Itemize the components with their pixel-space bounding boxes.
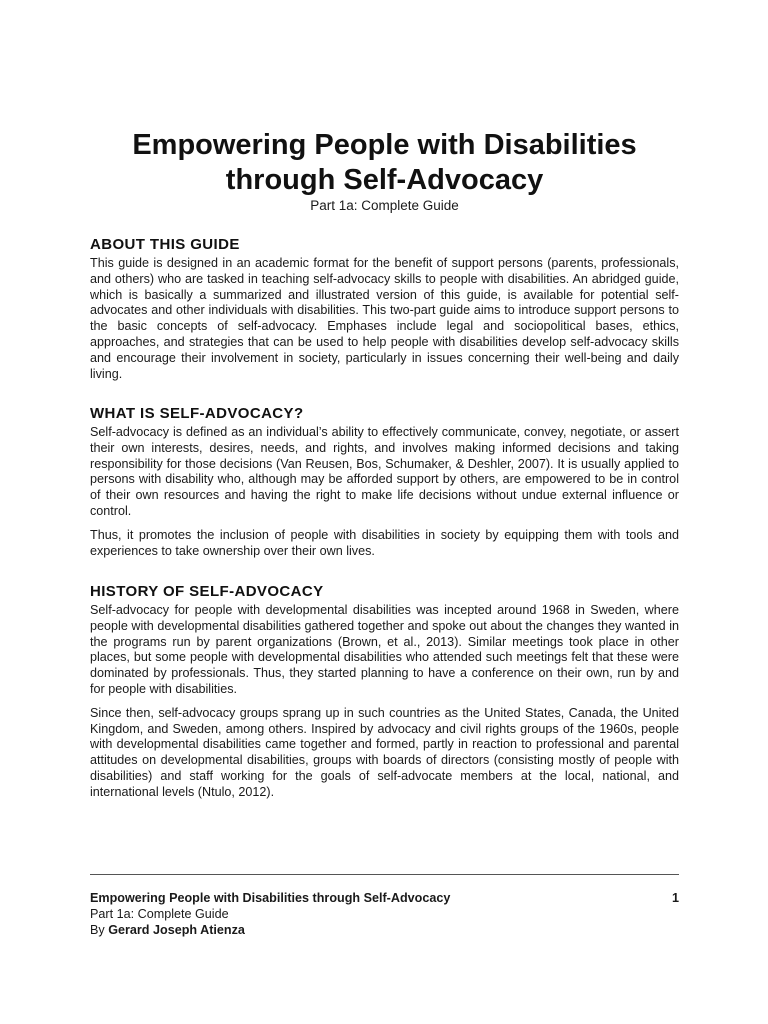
title-line-2: through Self-Advocacy xyxy=(225,164,544,196)
section-heading: HISTORY OF SELF-ADVOCACY xyxy=(90,583,324,600)
section-paragraph: Thus, it promotes the inclusion of people with disabilities in society by equipping them with tools and experiences to take ownership over their own lives. xyxy=(90,527,679,558)
section-paragraph: Self-advocacy is defined as an individual’s ability to effectively communicate, convey, negotiate, or assert their own interests, desires, needs, and rights, and involves making informed decisions and taking responsibility for those decisions (Van Reusen, Bos, Schumaker, & Deshler, 2007). It is usually applied to persons with disability who, although may be afforded support by others, are empowered to be in control of their own resources and having the right to make life decisions without undue external influence or control. xyxy=(90,425,679,518)
section-paragraph: Since then, self-advocacy groups sprang up in such countries as the United States, Canada, the United Kingdom, and Sweden, among others. Inspired by advocacy and civil rights groups of the 1960s, people with developmental disabilities came together and formed, partly in reaction to professional and parental attitudes on developmental disabilities, groups with boards of directors (consisting mostly of people with disabilities) and staff working for the goals of self-advocate members at the local, national, and international levels (Ntulo, 2012). xyxy=(90,705,679,799)
section-heading: WHAT IS SELF-ADVOCACY? xyxy=(90,405,304,422)
section-about-this-guide xyxy=(90,235,679,390)
footer-subtitle: Part 1a: Complete Guide xyxy=(90,907,229,921)
footer-author: Gerard Joseph Atienza xyxy=(108,923,245,937)
section-paragraph: This guide is designed in an academic format for the benefit of support persons (parents, professionals, and others) who are tasked in teaching self-advocacy skills to people with disabilities. An abridged guide, which is basically a summarized and illustrated version of this guide, is available for potential self-advocates and other individuals with disabilities. This two-part guide aims to introduce support persons to the basic concepts of self-advocacy. Emphases include legal and sociopolitical bases, ethics, approaches, and strategies that can be used to help people with disabilities develop self-advocacy skills and encourage their involvement in society, particularly in issues concerning their well-being and daily living. xyxy=(90,256,679,381)
page-number: 1 xyxy=(671,891,679,905)
footer-by-label: By xyxy=(90,923,105,937)
footer-author-line xyxy=(90,922,679,938)
title-line-1: Empowering People with Disabilities xyxy=(132,129,637,161)
section-history-of-self-advocacy xyxy=(90,582,679,809)
footer-title: Empowering People with Disabilities through Self-Advocacy xyxy=(90,891,451,905)
document-subtitle: Part 1a: Complete Guide xyxy=(310,198,459,213)
section-paragraph: Self-advocacy for people with developmental disabilities was incepted around 1968 in Sweden, where people with developmental disabilities gathered together and spoke out about the changes they wanted in the programs run by parent organizations (Brown, et al., 2013). Similar meetings took place in other places, but some people with developmental disabilities who attended such meetings felt that these were dominated by professionals. Thus, they started planning to have a conference on their own, run by and for people with disabilities. xyxy=(90,603,679,696)
section-heading: ABOUT THIS GUIDE xyxy=(90,236,240,253)
document-title xyxy=(90,128,679,198)
section-what-is-self-advocacy xyxy=(90,404,679,567)
footer-divider xyxy=(90,874,679,875)
page-footer xyxy=(90,890,679,938)
